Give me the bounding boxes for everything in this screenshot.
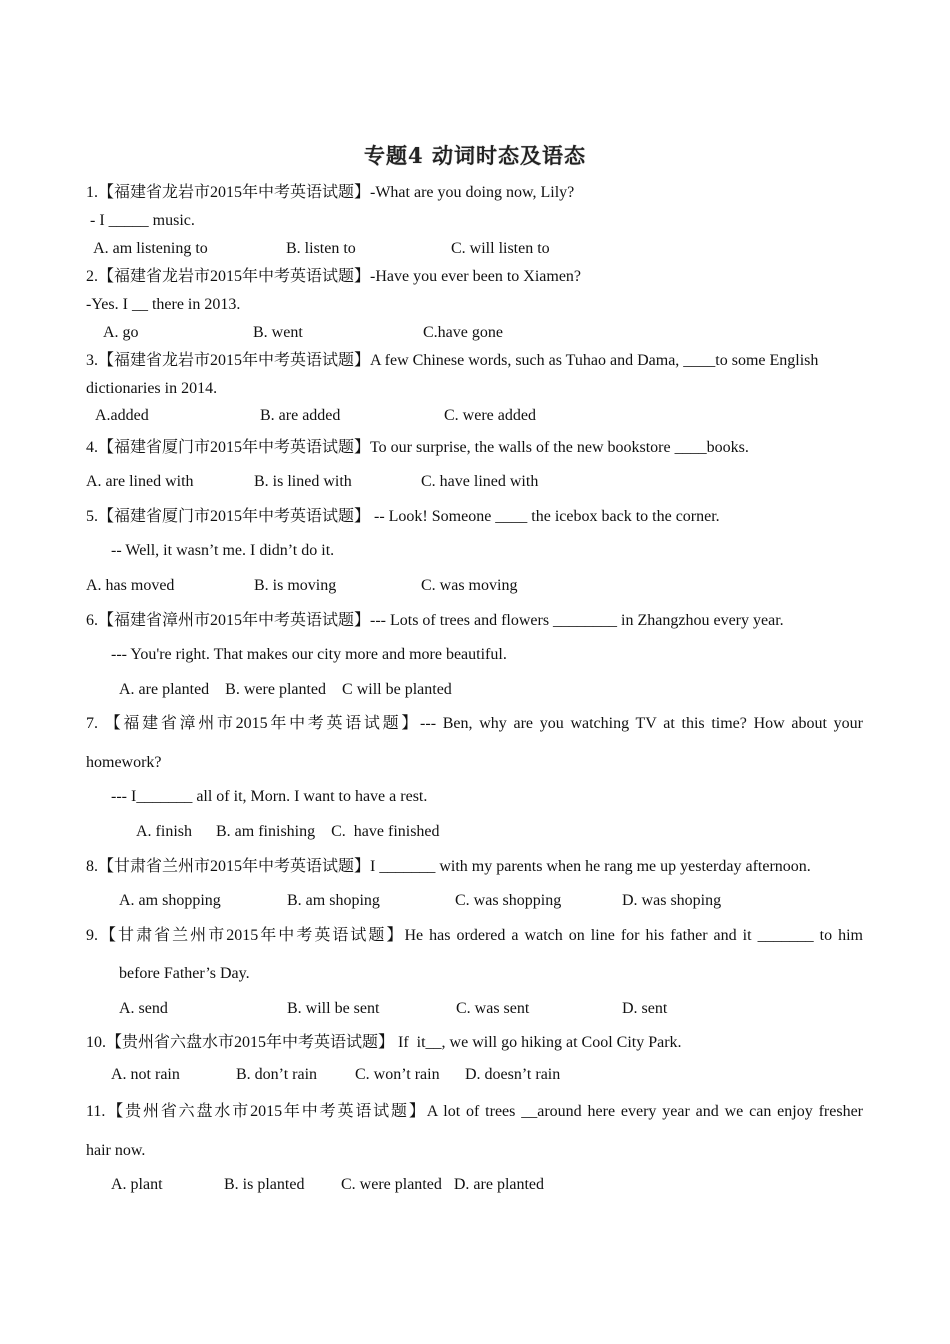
question-4-option-b: B. is lined with bbox=[254, 473, 352, 490]
question-9-option-c: C. was sent bbox=[456, 1000, 530, 1017]
question-6-options: A. are planted B. were planted C will be planted bbox=[119, 681, 452, 698]
question-7-stem-continued: homework? bbox=[86, 754, 162, 771]
question-11-option-b: B. is planted bbox=[224, 1176, 305, 1193]
question-5-option-b: B. is moving bbox=[254, 577, 337, 594]
question-4-option-a: A. are lined with bbox=[86, 473, 194, 490]
question-4-stem: 4.【福建省厦门市2015年中考英语试题】To our surprise, the walls of the new bookstore ____books. bbox=[86, 439, 749, 456]
question-8-stem: 8.【甘肃省兰州市2015年中考英语试题】I _______ with my parents when he rang me up yesterday afternoon. bbox=[86, 858, 811, 875]
question-11-stem-continued: hair now. bbox=[86, 1142, 146, 1159]
question-10-option-d: D. doesn’t rain bbox=[465, 1066, 561, 1083]
question-5-answer-line: -- Well, it wasn’t me. I didn’t do it. bbox=[111, 542, 335, 559]
question-6-answer-line: --- You're right. That makes our city more and more beautiful. bbox=[111, 646, 507, 663]
question-11-stem: 11.【贵州省六盘水市2015年中考英语试题】A lot of trees __around here every year and we can enjoy fresher bbox=[86, 1103, 863, 1120]
question-8-option-b: B. am shoping bbox=[287, 892, 380, 909]
question-5-option-c: C. was moving bbox=[421, 577, 518, 594]
question-11-option-a: A. plant bbox=[111, 1176, 163, 1193]
question-3-stem: 3.【福建省龙岩市2015年中考英语试题】A few Chinese words, such as Tuhao and Dama, ____to some English bbox=[86, 352, 819, 369]
question-3-option-c: C. were added bbox=[444, 407, 536, 424]
question-1-option-b: B. listen to bbox=[286, 240, 356, 257]
question-8-option-a: A. am shopping bbox=[119, 892, 221, 909]
question-1-stem: 1.【福建省龙岩市2015年中考英语试题】-What are you doing now, Lily? bbox=[86, 184, 575, 201]
question-1-answer-line: - I _____ music. bbox=[86, 212, 195, 229]
question-5-option-a: A. has moved bbox=[86, 577, 175, 594]
question-3-option-b: B. are added bbox=[260, 407, 341, 424]
question-2-option-c: C.have gone bbox=[423, 324, 503, 341]
question-4-option-c: C. have lined with bbox=[421, 473, 539, 490]
question-3-option-a: A.added bbox=[95, 407, 149, 424]
question-2-option-b: B. went bbox=[253, 324, 303, 341]
question-1-option-c: C. will listen to bbox=[451, 240, 550, 257]
question-8-option-d: D. was shoping bbox=[622, 892, 722, 909]
question-5-stem: 5.【福建省厦门市2015年中考英语试题】 -- Look! Someone ____ the icebox back to the corner. bbox=[86, 508, 720, 525]
question-2-option-a: A. go bbox=[103, 324, 139, 341]
question-7-answer-line: --- I_______ all of it, Morn. I want to have a rest. bbox=[111, 788, 428, 805]
question-9-option-d: D. sent bbox=[622, 1000, 668, 1017]
question-10-option-b: B. don’t rain bbox=[236, 1066, 318, 1083]
question-9-stem: 9.【甘肃省兰州市2015年中考英语试题】He has ordered a watch on line for his father and it _______ to him bbox=[86, 927, 863, 944]
question-8-option-c: C. was shopping bbox=[455, 892, 562, 909]
question-10-stem: 10.【贵州省六盘水市2015年中考英语试题】 If it__, we will go hiking at Cool City Park. bbox=[86, 1034, 682, 1051]
question-10-option-c: C. won’t rain bbox=[355, 1066, 440, 1083]
question-6-stem: 6.【福建省漳州市2015年中考英语试题】--- Lots of trees and flowers ________ in Zhangzhou every year. bbox=[86, 612, 784, 629]
question-2-answer-line: -Yes. I __ there in 2013. bbox=[86, 296, 241, 313]
question-9-option-a: A. send bbox=[119, 1000, 168, 1017]
question-3-stem-continued: dictionaries in 2014. bbox=[86, 380, 218, 397]
question-2-stem: 2.【福建省龙岩市2015年中考英语试题】-Have you ever been to Xiamen? bbox=[86, 268, 582, 285]
question-11-options-c-d: C. were planted D. are planted bbox=[341, 1176, 545, 1193]
question-10-option-a: A. not rain bbox=[111, 1066, 180, 1083]
page-title: 专题4 动词时态及语态 bbox=[364, 143, 586, 168]
question-7-options: A. finish B. am finishing C. have finished bbox=[136, 823, 440, 840]
question-9-stem-continued: before Father’s Day. bbox=[119, 965, 250, 982]
question-9-option-b: B. will be sent bbox=[287, 1000, 380, 1017]
question-1-option-a: A. am listening to bbox=[86, 240, 208, 257]
question-7-stem: 7. 【福建省漳州市2015年中考英语试题】--- Ben, why are you watching TV at this time? How about your bbox=[86, 715, 863, 732]
